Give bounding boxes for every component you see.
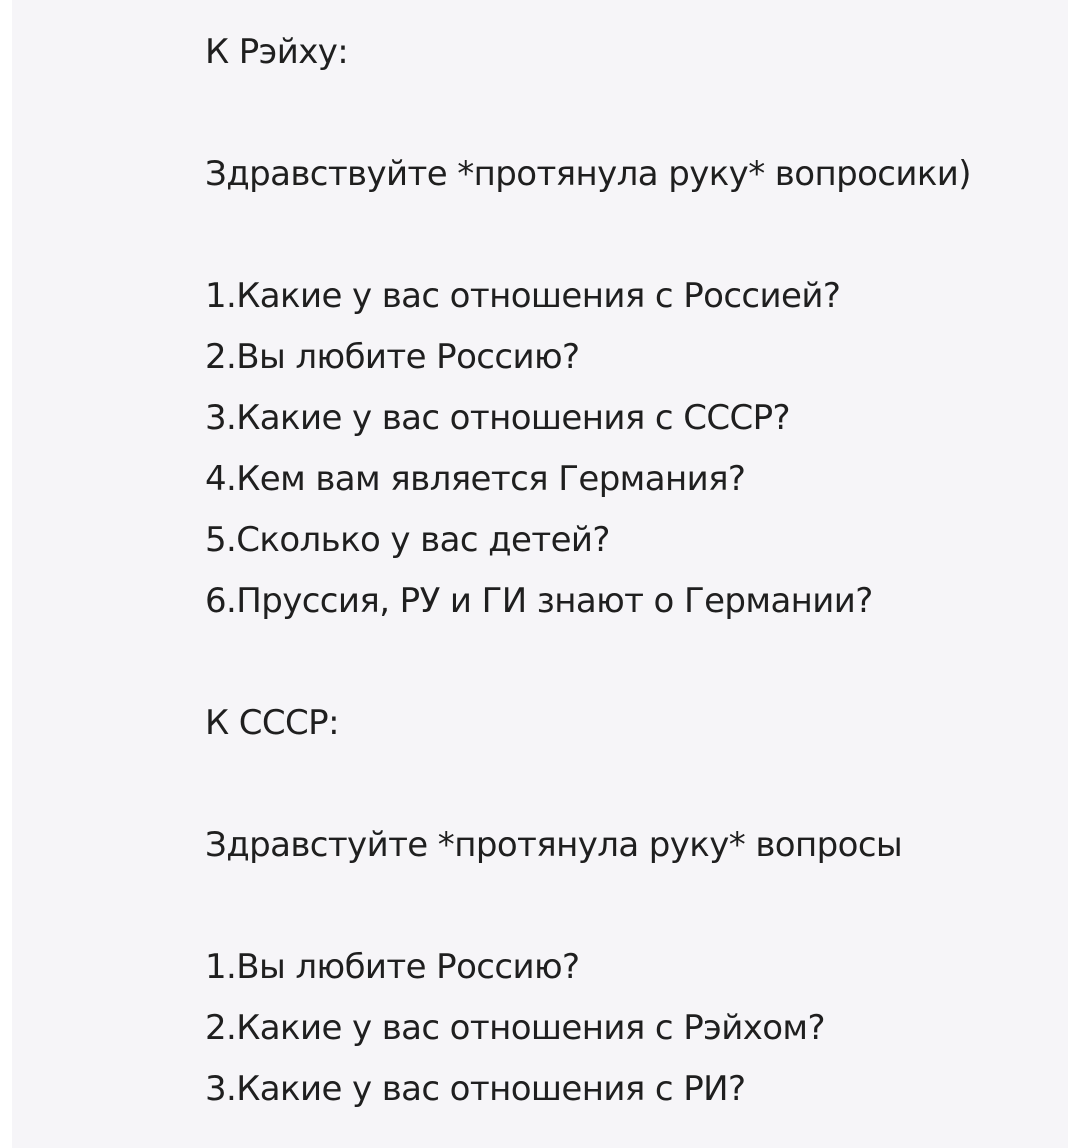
reich-question: 1.Какие у вас отношения с Россией? (205, 276, 841, 316)
reich-question: 5.Сколько у вас детей? (205, 520, 610, 560)
ussr-heading: К СССР: (205, 703, 339, 743)
reich-question: 6.Пруссия, РУ и ГИ знают о Германии? (205, 581, 873, 621)
reich-question: 4.Кем вам является Германия? (205, 459, 746, 499)
ussr-question: 3.Какие у вас отношения с РИ? (205, 1069, 746, 1109)
ussr-question: 1.Вы любите Россию? (205, 947, 580, 987)
reich-question: 3.Какие у вас отношения с СССР? (205, 398, 790, 438)
reich-question: 2.Вы любите Россию? (205, 337, 580, 377)
blank-line (205, 83, 1065, 144)
blank-line (205, 205, 1065, 266)
blank-line (205, 632, 1065, 693)
blank-line (205, 876, 1065, 937)
blank-line (205, 754, 1065, 815)
message-text (205, 22, 1065, 1120)
ussr-question: 2.Какие у вас отношения с Рэйхом? (205, 1008, 825, 1048)
reich-heading: К Рэйху: (205, 32, 349, 72)
reich-greeting: Здравствуйте *протянула руку* вопросики) (205, 154, 971, 194)
ussr-greeting: Здравстуйте *протянула руку* вопросы (205, 825, 903, 865)
